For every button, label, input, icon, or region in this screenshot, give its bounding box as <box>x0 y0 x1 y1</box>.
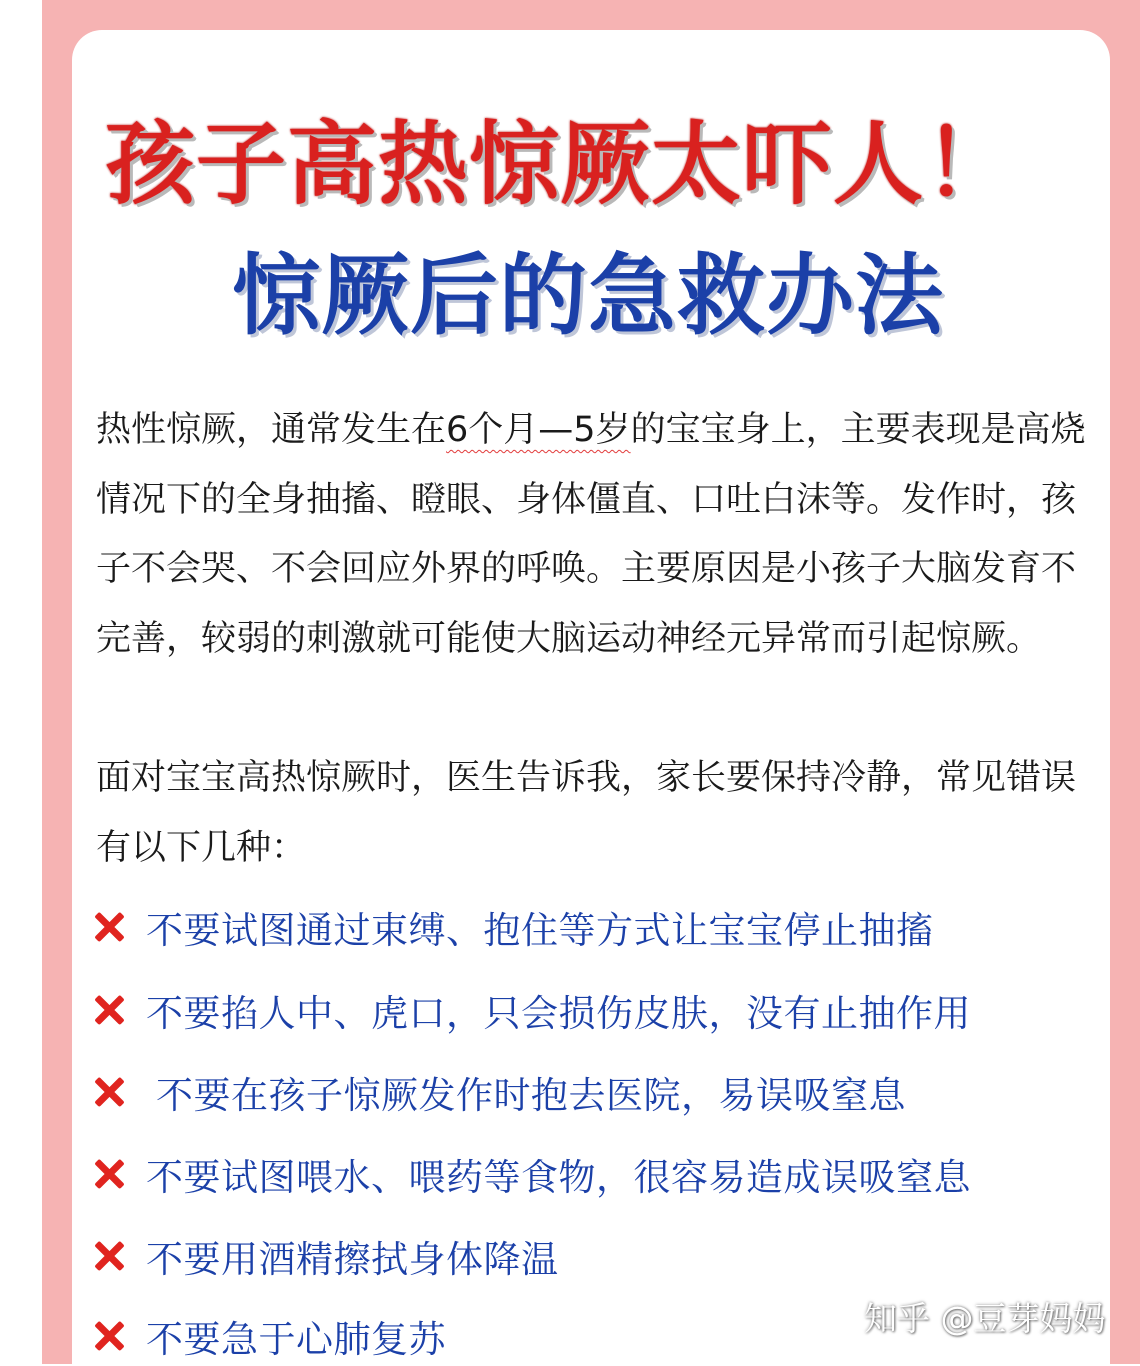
x-cross-icon <box>90 908 128 946</box>
mistake-item <box>90 980 971 1040</box>
mistake-text: 不要试图通过束缚、抱住等方式让宝宝停止抽搐 <box>146 909 934 952</box>
intro-text-rest: 的宝宝身上，主要表现是高烧情况下的全身抽搐、瞪眼、身体僵直、口吐白沫等。发作时，孩子不会哭、不会回应外界的呼唤。主要原因是小孩子大脑发育不完善，较弱的刺激就可能使大脑运动神经元异常而引起惊厥。 <box>96 410 1086 659</box>
mistake-text: 不要急于心肺复苏 <box>146 1318 446 1361</box>
x-cross-icon <box>90 1237 128 1275</box>
mistake-item <box>90 1144 971 1204</box>
x-cross-icon <box>90 1317 128 1355</box>
zhihu-watermark: 知乎 @豆芽妈妈 <box>864 1299 1106 1338</box>
mistake-text: 不要在孩子惊厥发作时抱去医院，易误吸窒息 <box>156 1074 906 1117</box>
mistake-text: 不要试图喂水、喂药等食物，很容易造成误吸窒息 <box>146 1156 971 1199</box>
mistake-text: 不要掐人中、虎口，只会损伤皮肤，没有止抽作用 <box>146 992 971 1035</box>
x-cross-icon <box>90 991 128 1029</box>
intro-paragraph-2: 面对宝宝高热惊厥时，医生告诉我，家长要保持冷静，常见错误有以下几种： <box>96 758 1077 868</box>
mistake-item <box>90 1062 906 1122</box>
title-line-1: 孩子高热惊厥太吓人！ <box>105 112 1015 217</box>
title-line-2: 惊厥后的急救办法 <box>232 244 945 347</box>
x-cross-icon <box>90 1155 128 1193</box>
x-cross-icon <box>90 1073 128 1111</box>
age-range-highlight: 6个月—5岁 <box>446 410 631 450</box>
mistake-item <box>90 1226 559 1286</box>
mistake-text: 不要用酒精擦拭身体降温 <box>146 1238 559 1281</box>
mistake-item <box>90 1306 446 1366</box>
intro-text-start: 热性惊厥，通常发生在 <box>96 410 447 450</box>
intro-paragraph-1 <box>96 396 1092 674</box>
mistake-item <box>90 897 934 957</box>
